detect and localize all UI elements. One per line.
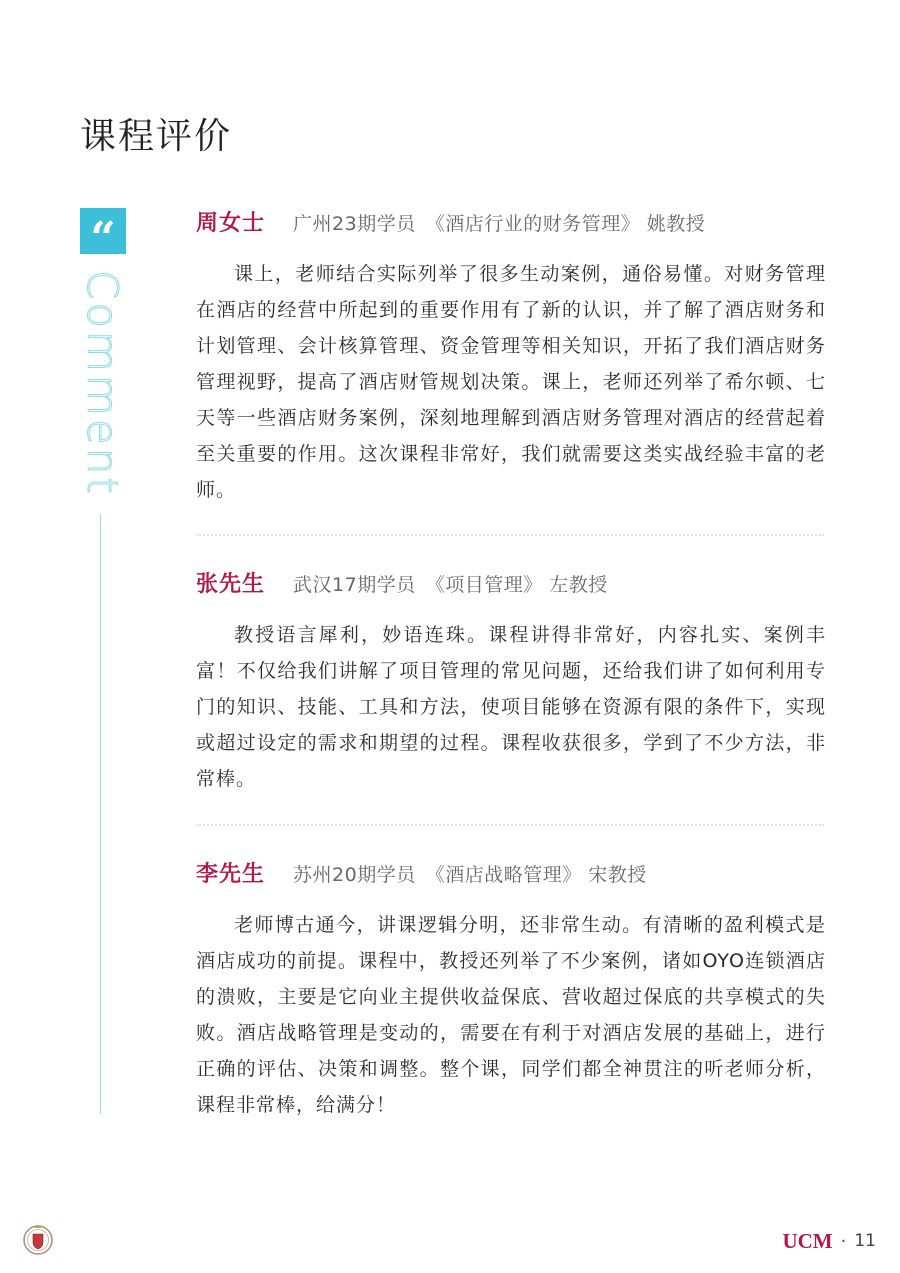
side-divider-line	[100, 514, 101, 1114]
comment-side-label: Comment	[78, 270, 127, 497]
review-text: 教授语言犀利，妙语连珠。课程讲得非常好，内容扎实、案例丰富！不仅给我们讲解了项目管理的常见问题，还给我们讲了如何利用专门的知识、技能、工具和方法，使项目能够在资源有限的条件下，实现或超过设定的需求和期望的过程。课程收获很多，学到了不少方法，非常棒。	[196, 624, 826, 790]
review-text: 老师博古通今，讲课逻辑分明，还非常生动。有清晰的盈利模式是酒店成功的前提。课程中，教授还列举了不少案例，诸如OYO连锁酒店的溃败，主要是它向业主提供收益保底、营收超过保底的共享模式的失败。酒店战略管理是变动的，需要在有利于对酒店发展的基础上，进行正确的评估、决策和调整。整个课，同学们都全神贯注的听老师分析，课程非常棒，给满分！	[196, 914, 826, 1116]
reviewer-course-info: 苏州20期学员 《酒店战略管理》 宋教授	[293, 864, 647, 886]
page-number: 11	[854, 1231, 876, 1251]
footer-separator: ·	[840, 1230, 847, 1252]
reviewer-course-info: 武汉17期学员 《项目管理》 左教授	[293, 574, 608, 596]
quote-mark-icon: “	[80, 208, 126, 254]
page-title: 课程评价	[80, 116, 233, 157]
review-divider	[196, 534, 824, 536]
reviewer-name: 周女士	[196, 211, 266, 236]
university-seal-icon	[22, 1222, 54, 1256]
footer-brand: UCM	[782, 1228, 833, 1253]
review-item	[196, 567, 826, 797]
review-header	[196, 206, 826, 238]
reviewer-name: 张先生	[196, 572, 266, 597]
page-footer	[782, 1228, 876, 1254]
reviewer-course-info: 广州23期学员 《酒店行业的财务管理》 姚教授	[293, 213, 706, 235]
review-item	[196, 857, 826, 1123]
review-header	[196, 857, 826, 889]
review-header	[196, 567, 826, 599]
review-item	[196, 206, 826, 508]
review-text: 课上，老师结合实际列举了很多生动案例，通俗易懂。对财务管理在酒店的经营中所起到的重要作用有了新的认识，并了解了酒店财务和计划管理、会计核算管理、资金管理等相关知识，开拓了我们酒店财务管理视野，提高了酒店财管规划决策。课上，老师还列举了希尔顿、七天等一些酒店财务案例，深刻地理解到酒店财务管理对酒店的经营起着至关重要的作用。这次课程非常好，我们就需要这类实战经验丰富的老师。	[196, 263, 826, 501]
reviewer-name: 李先生	[196, 862, 266, 887]
review-divider	[196, 824, 824, 826]
